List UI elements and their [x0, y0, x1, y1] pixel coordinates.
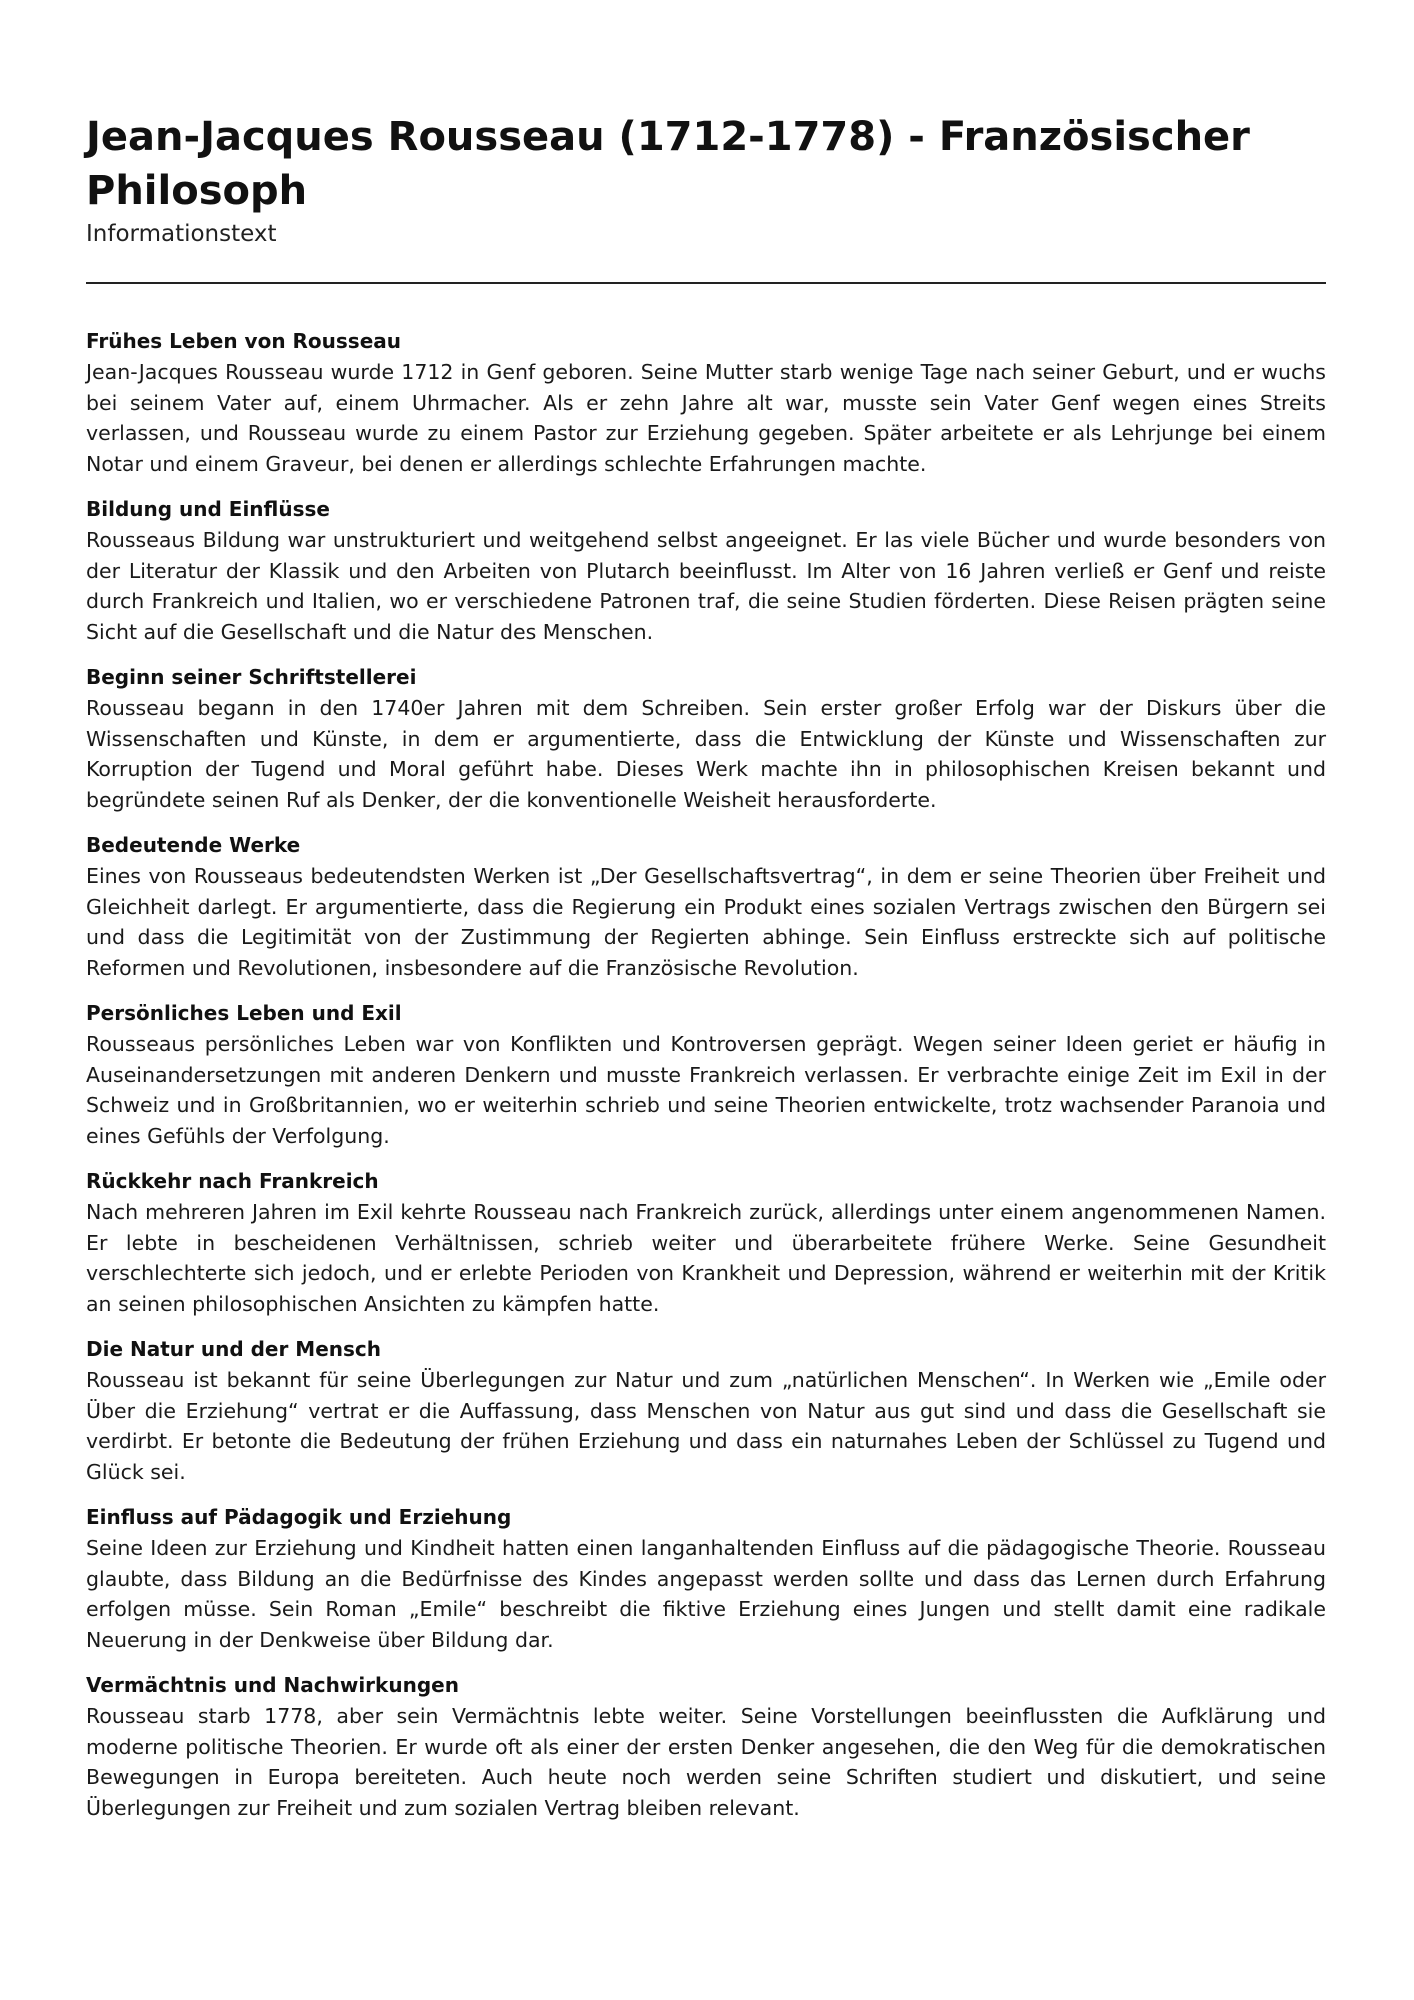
document-page: [86, 0, 1326, 1838]
section-bedeutende-werke: [86, 830, 1326, 983]
section-fruehes-leben: [86, 326, 1326, 479]
section-text: Rousseau begann in den 1740er Jahren mit dem Schreiben. Sein erster großer Erfolg war der Diskurs über die Wissenschaften und Künste, in dem er argumentierte, dass die Entwicklung der Künste und Wissenschaften zur Korruption der Tugend und Moral geführt habe. Dieses Werk machte ihn in philosophischen Kreisen bekannt und begründete seinen Ruf als Denker, der die konventionelle Weisheit herausforderte.: [86, 696, 1326, 812]
section-heading: Bedeutende Werke: [86, 833, 301, 857]
section-text: Rousseau starb 1778, aber sein Vermächtnis lebte weiter. Seine Vorstellungen beeinflussten die Aufklärung und moderne politische Theorien. Er wurde oft als einer der ersten Denker angesehen, die den Weg für die demokratischen Bewegungen in Europa bereiteten. Auch heute noch werden seine Schriften studiert und diskutiert, und seine Überlegungen zur Freiheit und zum sozialen Vertrag bleiben relevant.: [86, 1704, 1326, 1820]
section-paedagogik: [86, 1502, 1326, 1655]
section-schriftstellerei: [86, 662, 1326, 815]
section-text: Rousseaus Bildung war unstrukturiert und weitgehend selbst angeeignet. Er las viele Bücher und wurde besonders von der Literatur der Klassik und den Arbeiten von Plutarch beeinflusst. Im Alter von 16 Jahren verließ er Genf und reiste durch Frankreich und Italien, wo er verschiedene Patronen traf, die seine Studien förderten. Diese Reisen prägten seine Sicht auf die Gesellschaft und die Natur des Menschen.: [86, 528, 1326, 644]
section-text: Eines von Rousseaus bedeutendsten Werken ist „Der Gesellschaftsvertrag“, in dem er seine Theorien über Freiheit und Gleichheit darlegt. Er argumentierte, dass die Regierung ein Produkt eines sozialen Vertrags zwischen den Bürgern sei und dass die Legitimität von der Zustimmung der Regierten abhinge. Sein Einfluss erstreckte sich auf politische Reformen und Revolutionen, insbesondere auf die Französische Revolution.: [86, 864, 1326, 980]
section-text: Jean-Jacques Rousseau wurde 1712 in Genf geboren. Seine Mutter starb wenige Tage nach seiner Geburt, und er wuchs bei seinem Vater auf, einem Uhrmacher. Als er zehn Jahre alt war, musste sein Vater Genf wegen eines Streits verlassen, und Rousseau wurde zu einem Pastor zur Erziehung gegeben. Später arbeitete er als Lehrjunge bei einem Notar und einem Graveur, bei denen er allerdings schlechte Erfahrungen machte.: [86, 360, 1326, 476]
section-text: Nach mehreren Jahren im Exil kehrte Rousseau nach Frankreich zurück, allerdings unter einem angenommenen Namen. Er lebte in bescheidenen Verhältnissen, schrieb weiter und überarbeitete frühere Werke. Seine Gesundheit verschlechterte sich jedoch, und er erlebte Perioden von Krankheit und Depression, während er weiterhin mit der Kritik an seinen philosophischen Ansichten zu kämpfen hatte.: [86, 1200, 1326, 1316]
section-heading: Frühes Leben von Rousseau: [86, 329, 402, 353]
document-title: Jean-Jacques Rousseau (1712-1778) - Französischer Philosoph: [86, 114, 1250, 214]
section-heading: Einfluss auf Pädagogik und Erziehung: [86, 1505, 512, 1529]
section-heading: Vermächtnis und Nachwirkungen: [86, 1673, 459, 1697]
section-text: Rousseaus persönliches Leben war von Konflikten und Kontroversen geprägt. Wegen seiner Ideen geriet er häufig in Auseinandersetzungen mit anderen Denkern und musste Frankreich verlassen. Er verbrachte einige Zeit im Exil in der Schweiz und in Großbritannien, wo er weiterhin schrieb und seine Theorien entwickelte, trotz wachsender Paranoia und eines Gefühls der Verfolgung.: [86, 1032, 1326, 1148]
section-text: Rousseau ist bekannt für seine Überlegungen zur Natur und zum „natürlichen Menschen“. In Werken wie „Emile oder Über die Erziehung“ vertrat er die Auffassung, dass Menschen von Natur aus gut sind und dass die Gesellschaft sie verdirbt. Er betonte die Bedeutung der frühen Erziehung und dass ein naturnahes Leben der Schlüssel zu Tugend und Glück sei.: [86, 1368, 1326, 1484]
section-heading: Beginn seiner Schriftstellerei: [86, 665, 417, 689]
document-subtitle: Informationstext: [86, 221, 277, 247]
header-divider: [86, 282, 1326, 284]
section-text: Seine Ideen zur Erziehung und Kindheit hatten einen langanhaltenden Einfluss auf die pädagogische Theorie. Rousseau glaubte, dass Bildung an die Bedürfnisse des Kindes angepasst werden sollte und dass das Lernen durch Erfahrung erfolgen müsse. Sein Roman „Emile“ beschreibt die fiktive Erziehung eines Jungen und stellt damit eine radikale Neuerung in der Denkweise über Bildung dar.: [86, 1536, 1326, 1652]
section-bildung: [86, 494, 1326, 647]
section-heading: Rückkehr nach Frankreich: [86, 1169, 379, 1193]
section-rueckkehr: [86, 1166, 1326, 1319]
section-natur-mensch: [86, 1334, 1326, 1487]
sections-container: [86, 326, 1326, 1823]
section-vermaechtnis: [86, 1670, 1326, 1823]
section-heading: Persönliches Leben und Exil: [86, 1001, 402, 1025]
section-persoenliches-leben: [86, 998, 1326, 1151]
section-heading: Bildung und Einflüsse: [86, 497, 330, 521]
section-heading: Die Natur und der Mensch: [86, 1337, 382, 1361]
